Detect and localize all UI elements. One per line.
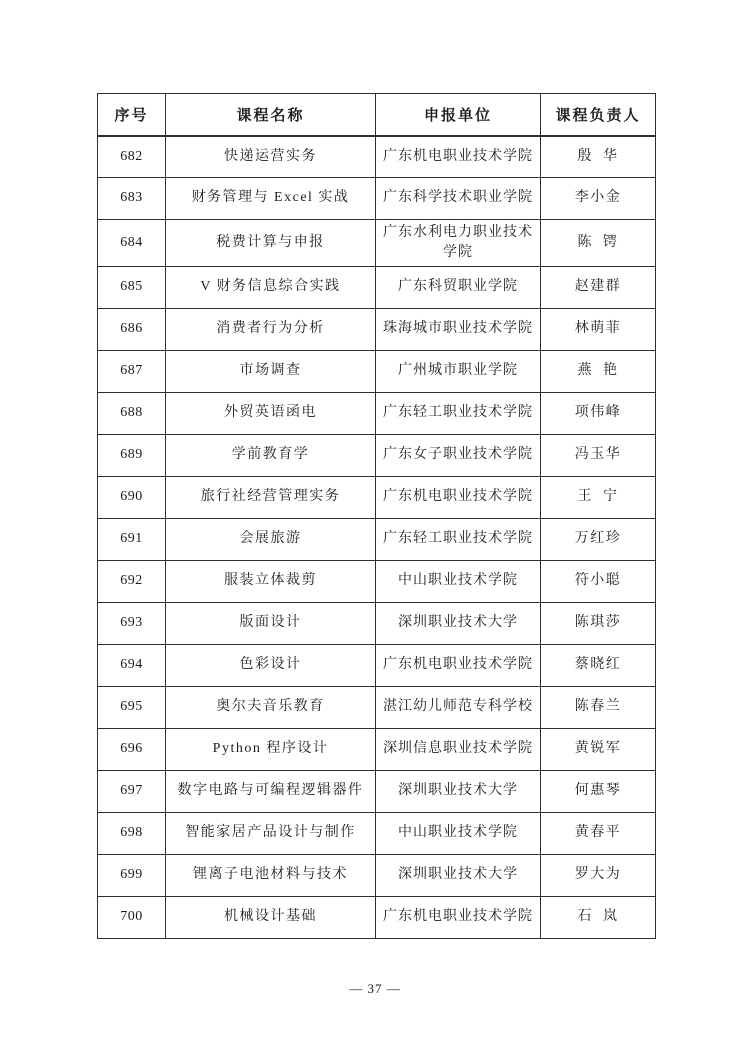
course-cell: 色彩设计 (166, 645, 376, 687)
institution-cell: 广东机电职业技术学院 (376, 136, 541, 178)
course-cell: 消费者行为分析 (166, 309, 376, 351)
seq-cell: 690 (98, 477, 166, 519)
leader-cell: 李小金 (541, 178, 656, 220)
course-cell: 旅行社经营管理实务 (166, 477, 376, 519)
leader-cell: 冯玉华 (541, 435, 656, 477)
course-cell: 数字电路与可编程逻辑器件 (166, 771, 376, 813)
table-row (98, 136, 656, 178)
institution-cell: 广东轻工职业技术学院 (376, 519, 541, 561)
leader-cell: 罗大为 (541, 855, 656, 897)
course-cell: 快递运营实务 (166, 136, 376, 178)
leader-cell: 符小聪 (541, 561, 656, 603)
table-row (98, 267, 656, 309)
table-row (98, 351, 656, 393)
institution-cell: 广东机电职业技术学院 (376, 645, 541, 687)
leader-cell: 何惠琴 (541, 771, 656, 813)
seq-cell: 693 (98, 603, 166, 645)
column-header-seq: 序号 (98, 94, 166, 136)
institution-cell: 广东水利电力职业技术学院 (376, 220, 541, 267)
seq-cell: 697 (98, 771, 166, 813)
seq-cell: 698 (98, 813, 166, 855)
institution-cell: 广东轻工职业技术学院 (376, 393, 541, 435)
table-row (98, 813, 656, 855)
course-cell: 税费计算与申报 (166, 220, 376, 267)
institution-cell: 广东机电职业技术学院 (376, 897, 541, 939)
institution-cell: 广东女子职业技术学院 (376, 435, 541, 477)
leader-cell: 林萌菲 (541, 309, 656, 351)
seq-cell: 695 (98, 687, 166, 729)
seq-cell: 692 (98, 561, 166, 603)
seq-cell: 687 (98, 351, 166, 393)
course-cell: 会展旅游 (166, 519, 376, 561)
column-header-institution: 申报单位 (376, 94, 541, 136)
institution-cell: 广东科学技术职业学院 (376, 178, 541, 220)
course-cell: 锂离子电池材料与技术 (166, 855, 376, 897)
table-row (98, 561, 656, 603)
seq-cell: 699 (98, 855, 166, 897)
institution-cell: 珠海城市职业技术学院 (376, 309, 541, 351)
seq-cell: 691 (98, 519, 166, 561)
seq-cell: 683 (98, 178, 166, 220)
leader-cell: 项伟峰 (541, 393, 656, 435)
table-row (98, 519, 656, 561)
leader-cell: 燕 艳 (541, 351, 656, 393)
course-cell: 版面设计 (166, 603, 376, 645)
table-row (98, 477, 656, 519)
seq-cell: 694 (98, 645, 166, 687)
leader-cell: 黄锐军 (541, 729, 656, 771)
seq-cell: 685 (98, 267, 166, 309)
course-table-container (97, 93, 655, 939)
table-row (98, 178, 656, 220)
institution-cell: 中山职业技术学院 (376, 561, 541, 603)
seq-cell: 689 (98, 435, 166, 477)
course-cell: 智能家居产品设计与制作 (166, 813, 376, 855)
leader-cell: 黄春平 (541, 813, 656, 855)
course-cell: 机械设计基础 (166, 897, 376, 939)
seq-cell: 682 (98, 136, 166, 178)
course-cell: 学前教育学 (166, 435, 376, 477)
table-header (98, 94, 656, 136)
seq-cell: 700 (98, 897, 166, 939)
table-row (98, 309, 656, 351)
course-table (97, 93, 656, 939)
table-row (98, 687, 656, 729)
institution-cell: 深圳职业技术大学 (376, 855, 541, 897)
course-cell: 财务管理与 Excel 实战 (166, 178, 376, 220)
table-row (98, 435, 656, 477)
table-row (98, 603, 656, 645)
header-row (98, 94, 656, 136)
leader-cell: 王 宁 (541, 477, 656, 519)
leader-cell: 陈琪莎 (541, 603, 656, 645)
table-row (98, 897, 656, 939)
course-cell: 奥尔夫音乐教育 (166, 687, 376, 729)
leader-cell: 万红珍 (541, 519, 656, 561)
institution-cell: 深圳信息职业技术学院 (376, 729, 541, 771)
table-row (98, 771, 656, 813)
course-cell: 服装立体裁剪 (166, 561, 376, 603)
table-row (98, 729, 656, 771)
leader-cell: 陈春兰 (541, 687, 656, 729)
leader-cell: 石 岚 (541, 897, 656, 939)
institution-cell: 中山职业技术学院 (376, 813, 541, 855)
leader-cell: 蔡晓红 (541, 645, 656, 687)
column-header-leader: 课程负责人 (541, 94, 656, 136)
table-row (98, 855, 656, 897)
table-row (98, 393, 656, 435)
leader-cell: 殷 华 (541, 136, 656, 178)
seq-cell: 688 (98, 393, 166, 435)
institution-cell: 深圳职业技术大学 (376, 771, 541, 813)
leader-cell: 赵建群 (541, 267, 656, 309)
seq-cell: 684 (98, 220, 166, 267)
institution-cell: 深圳职业技术大学 (376, 603, 541, 645)
table-body (98, 136, 656, 939)
course-cell: V 财务信息综合实践 (166, 267, 376, 309)
institution-cell: 广东机电职业技术学院 (376, 477, 541, 519)
leader-cell: 陈 锷 (541, 220, 656, 267)
seq-cell: 686 (98, 309, 166, 351)
table-row (98, 645, 656, 687)
table-row (98, 220, 656, 267)
course-cell: 外贸英语函电 (166, 393, 376, 435)
course-cell: Python 程序设计 (166, 729, 376, 771)
seq-cell: 696 (98, 729, 166, 771)
column-header-course: 课程名称 (166, 94, 376, 136)
course-cell: 市场调查 (166, 351, 376, 393)
institution-cell: 广东科贸职业学院 (376, 267, 541, 309)
institution-cell: 广州城市职业学院 (376, 351, 541, 393)
page-number: — 37 — (349, 981, 401, 996)
institution-cell: 湛江幼儿师范专科学校 (376, 687, 541, 729)
